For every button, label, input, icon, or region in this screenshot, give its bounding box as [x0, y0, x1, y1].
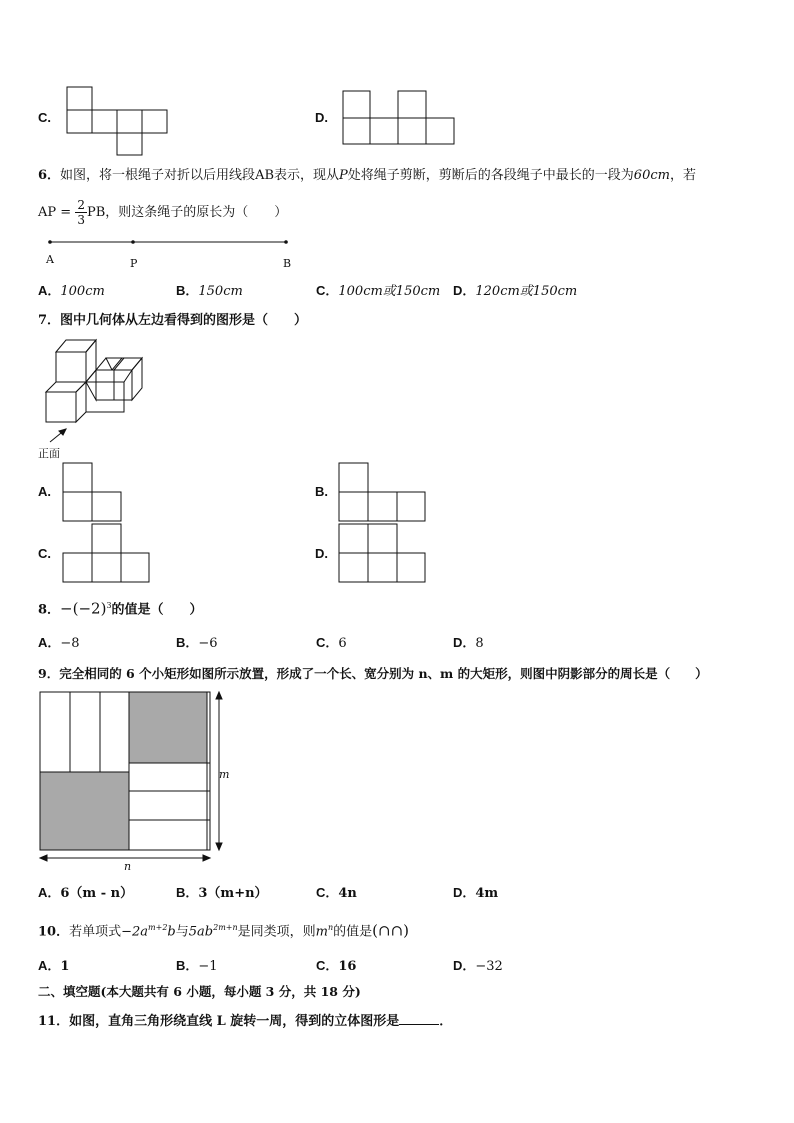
- q5-option-c-figure: [66, 86, 171, 158]
- q8-option-b-text: −6: [198, 636, 218, 651]
- q8-suffix: 的值是（ ）: [111, 602, 203, 618]
- q11-text: 11．如图，直角三角形绕直线 L 旋转一周，得到的立体图形是: [38, 1014, 400, 1029]
- q10-monomial-1-tail: b: [167, 924, 176, 940]
- q9-option-b-label: B．: [176, 885, 199, 900]
- q6-option-d[interactable]: [453, 283, 577, 300]
- q6-pb: PB: [86, 205, 106, 220]
- q6-stem-line1: [38, 168, 696, 184]
- q8-option-c-label: C．: [316, 635, 339, 650]
- q6-frac-num: 2: [77, 198, 85, 212]
- q6-segment-figure: [48, 238, 298, 248]
- q9-option-c[interactable]: [316, 885, 357, 902]
- q9-option-a[interactable]: [38, 885, 133, 902]
- q6-fraction: [75, 198, 87, 227]
- q7-option-c-label[interactable]: C.: [38, 546, 51, 561]
- q10-paren: (∩∩): [372, 921, 409, 940]
- q9-stem: 9．完全相同的 6 个小矩形如图所示放置，形成了一个长、宽分别为 n、m 的大矩形，则图中阴影部分的周长是（ ）: [38, 666, 708, 681]
- q10-monomial-1: −2a: [121, 924, 149, 940]
- q10-mn: m: [315, 924, 328, 940]
- q10-option-b-label: B．: [176, 958, 199, 973]
- q10-monomial-2-exp: 2m+n: [213, 923, 238, 932]
- q9-label-n: n: [124, 860, 132, 873]
- q5-option-d-label: D.: [315, 110, 328, 125]
- q10-monomial-2: 5ab: [188, 924, 214, 940]
- q10-text-a: 若单项式: [69, 924, 122, 940]
- q10-option-b-text: −1: [198, 959, 218, 974]
- q8-option-c[interactable]: [316, 635, 347, 652]
- q9-option-a-text: 6（m - n）: [60, 886, 134, 901]
- q10-option-d-text: −32: [475, 959, 503, 974]
- q10-mn-exp: n: [327, 923, 334, 932]
- q9-option-a-label: A．: [38, 885, 61, 900]
- q8-option-a-text: −8: [60, 636, 80, 651]
- q10-text-d: 的值是: [333, 924, 373, 940]
- q6-option-d-label: D．: [453, 283, 476, 298]
- q5-option-c-label: C.: [38, 110, 51, 125]
- q10-option-c-text: 16: [338, 959, 357, 974]
- q10-text-c: 是同类项，则: [237, 924, 316, 940]
- q10-option-d[interactable]: [453, 958, 503, 975]
- q9-option-d-label: D．: [453, 885, 476, 900]
- q7-solid-figure: [44, 337, 149, 437]
- q11-tail: ．: [439, 1014, 453, 1029]
- q9-option-d[interactable]: [453, 885, 498, 902]
- q8-option-a[interactable]: [38, 635, 80, 652]
- q9-option-d-text: 4m: [475, 886, 499, 901]
- q6-text-a: 如图，将一根绳子对折以后用线段: [60, 168, 256, 183]
- q11-answer-blank[interactable]: [399, 1012, 439, 1025]
- q9-option-b[interactable]: [176, 885, 268, 902]
- q7-option-b-label[interactable]: B.: [315, 484, 328, 499]
- q8-option-c-text: 6: [338, 636, 347, 651]
- q9-label-m: m: [219, 768, 230, 781]
- q8-expression: −(−2): [60, 599, 107, 618]
- q6-option-b[interactable]: [176, 283, 243, 300]
- q8-exponent: 3: [106, 601, 112, 610]
- q6-text-d: ，若: [669, 168, 696, 183]
- q6-text-c: 处将绳子剪断，剪断后的各段绳子中最长的一段为: [347, 168, 634, 183]
- q8-option-b-label: B．: [176, 635, 199, 650]
- q8-option-d-text: 8: [475, 636, 484, 651]
- q6-option-c-label: C．: [316, 283, 339, 298]
- q6-option-a-label: A．: [38, 283, 61, 298]
- q10-number: 10．: [38, 924, 70, 940]
- q10-option-a[interactable]: [38, 958, 69, 975]
- q10-option-c-label: C．: [316, 958, 339, 973]
- q10-text-b: 与: [175, 924, 189, 940]
- q6-point-p: P: [130, 257, 138, 270]
- section2-title: 二、填空题(本大题共有 6 小题，每小题 3 分，共 18 分): [38, 984, 361, 999]
- q6-option-b-label: B．: [176, 283, 199, 298]
- q9-option-b-text: 3（m+n）: [198, 886, 268, 901]
- q7-option-d-figure: [338, 523, 428, 585]
- q9-option-c-label: C．: [316, 885, 339, 900]
- q5-option-d-figure: [342, 90, 458, 146]
- q6-option-c[interactable]: [316, 283, 440, 300]
- q10-option-d-label: D．: [453, 958, 476, 973]
- q6-text-e: ，则这条绳子的原长为（ ）: [105, 205, 288, 220]
- q7-option-d-label[interactable]: D.: [315, 546, 328, 561]
- q6-option-c-text: 100cm或150cm: [338, 284, 441, 299]
- q6-length: 60cm: [633, 168, 670, 183]
- q7-stem: 7．图中几何体从左边看得到的图形是（ ）: [38, 313, 308, 328]
- q9-rectangle-figure: [38, 690, 238, 872]
- q7-option-a-label[interactable]: A.: [38, 484, 51, 499]
- q6-option-a[interactable]: [38, 283, 105, 300]
- q6-point-a: A: [46, 253, 54, 266]
- q9-option-c-text: 4n: [338, 886, 357, 901]
- q7-option-b-figure: [338, 462, 428, 524]
- q6-text-b: 表示，现从: [274, 168, 340, 183]
- q10-option-a-label: A．: [38, 958, 61, 973]
- q8-option-d-label: D．: [453, 635, 476, 650]
- q6-frac-den: 3: [77, 213, 85, 227]
- q8-stem: [38, 598, 203, 618]
- q8-option-a-label: A．: [38, 635, 61, 650]
- q11-stem: [38, 1012, 452, 1030]
- q6-number: 6．: [38, 168, 61, 183]
- q6-option-d-text: 120cm或150cm: [475, 284, 578, 299]
- q7-option-c-figure: [62, 523, 152, 585]
- q7-front-arrow: [46, 426, 70, 446]
- q6-p: P: [339, 168, 348, 183]
- q8-number: 8．: [38, 602, 61, 618]
- q6-ab: AB: [255, 168, 275, 183]
- q10-option-a-text: 1: [60, 959, 70, 974]
- q6-ap: AP =: [38, 205, 72, 220]
- q10-stem: [38, 920, 409, 940]
- q10-option-c[interactable]: [316, 958, 356, 975]
- q8-option-b[interactable]: [176, 635, 218, 652]
- q6-option-a-text: 100cm: [60, 284, 105, 299]
- q8-option-d[interactable]: [453, 635, 484, 652]
- q10-option-b[interactable]: [176, 958, 218, 975]
- q6-point-b: B: [283, 257, 292, 270]
- q6-stem-line2: [38, 198, 287, 228]
- q7-option-a-figure: [62, 462, 124, 524]
- q10-monomial-1-exp: m+2: [148, 923, 168, 932]
- q7-front-label: 正面: [38, 447, 60, 460]
- q6-option-b-text: 150cm: [198, 284, 243, 299]
